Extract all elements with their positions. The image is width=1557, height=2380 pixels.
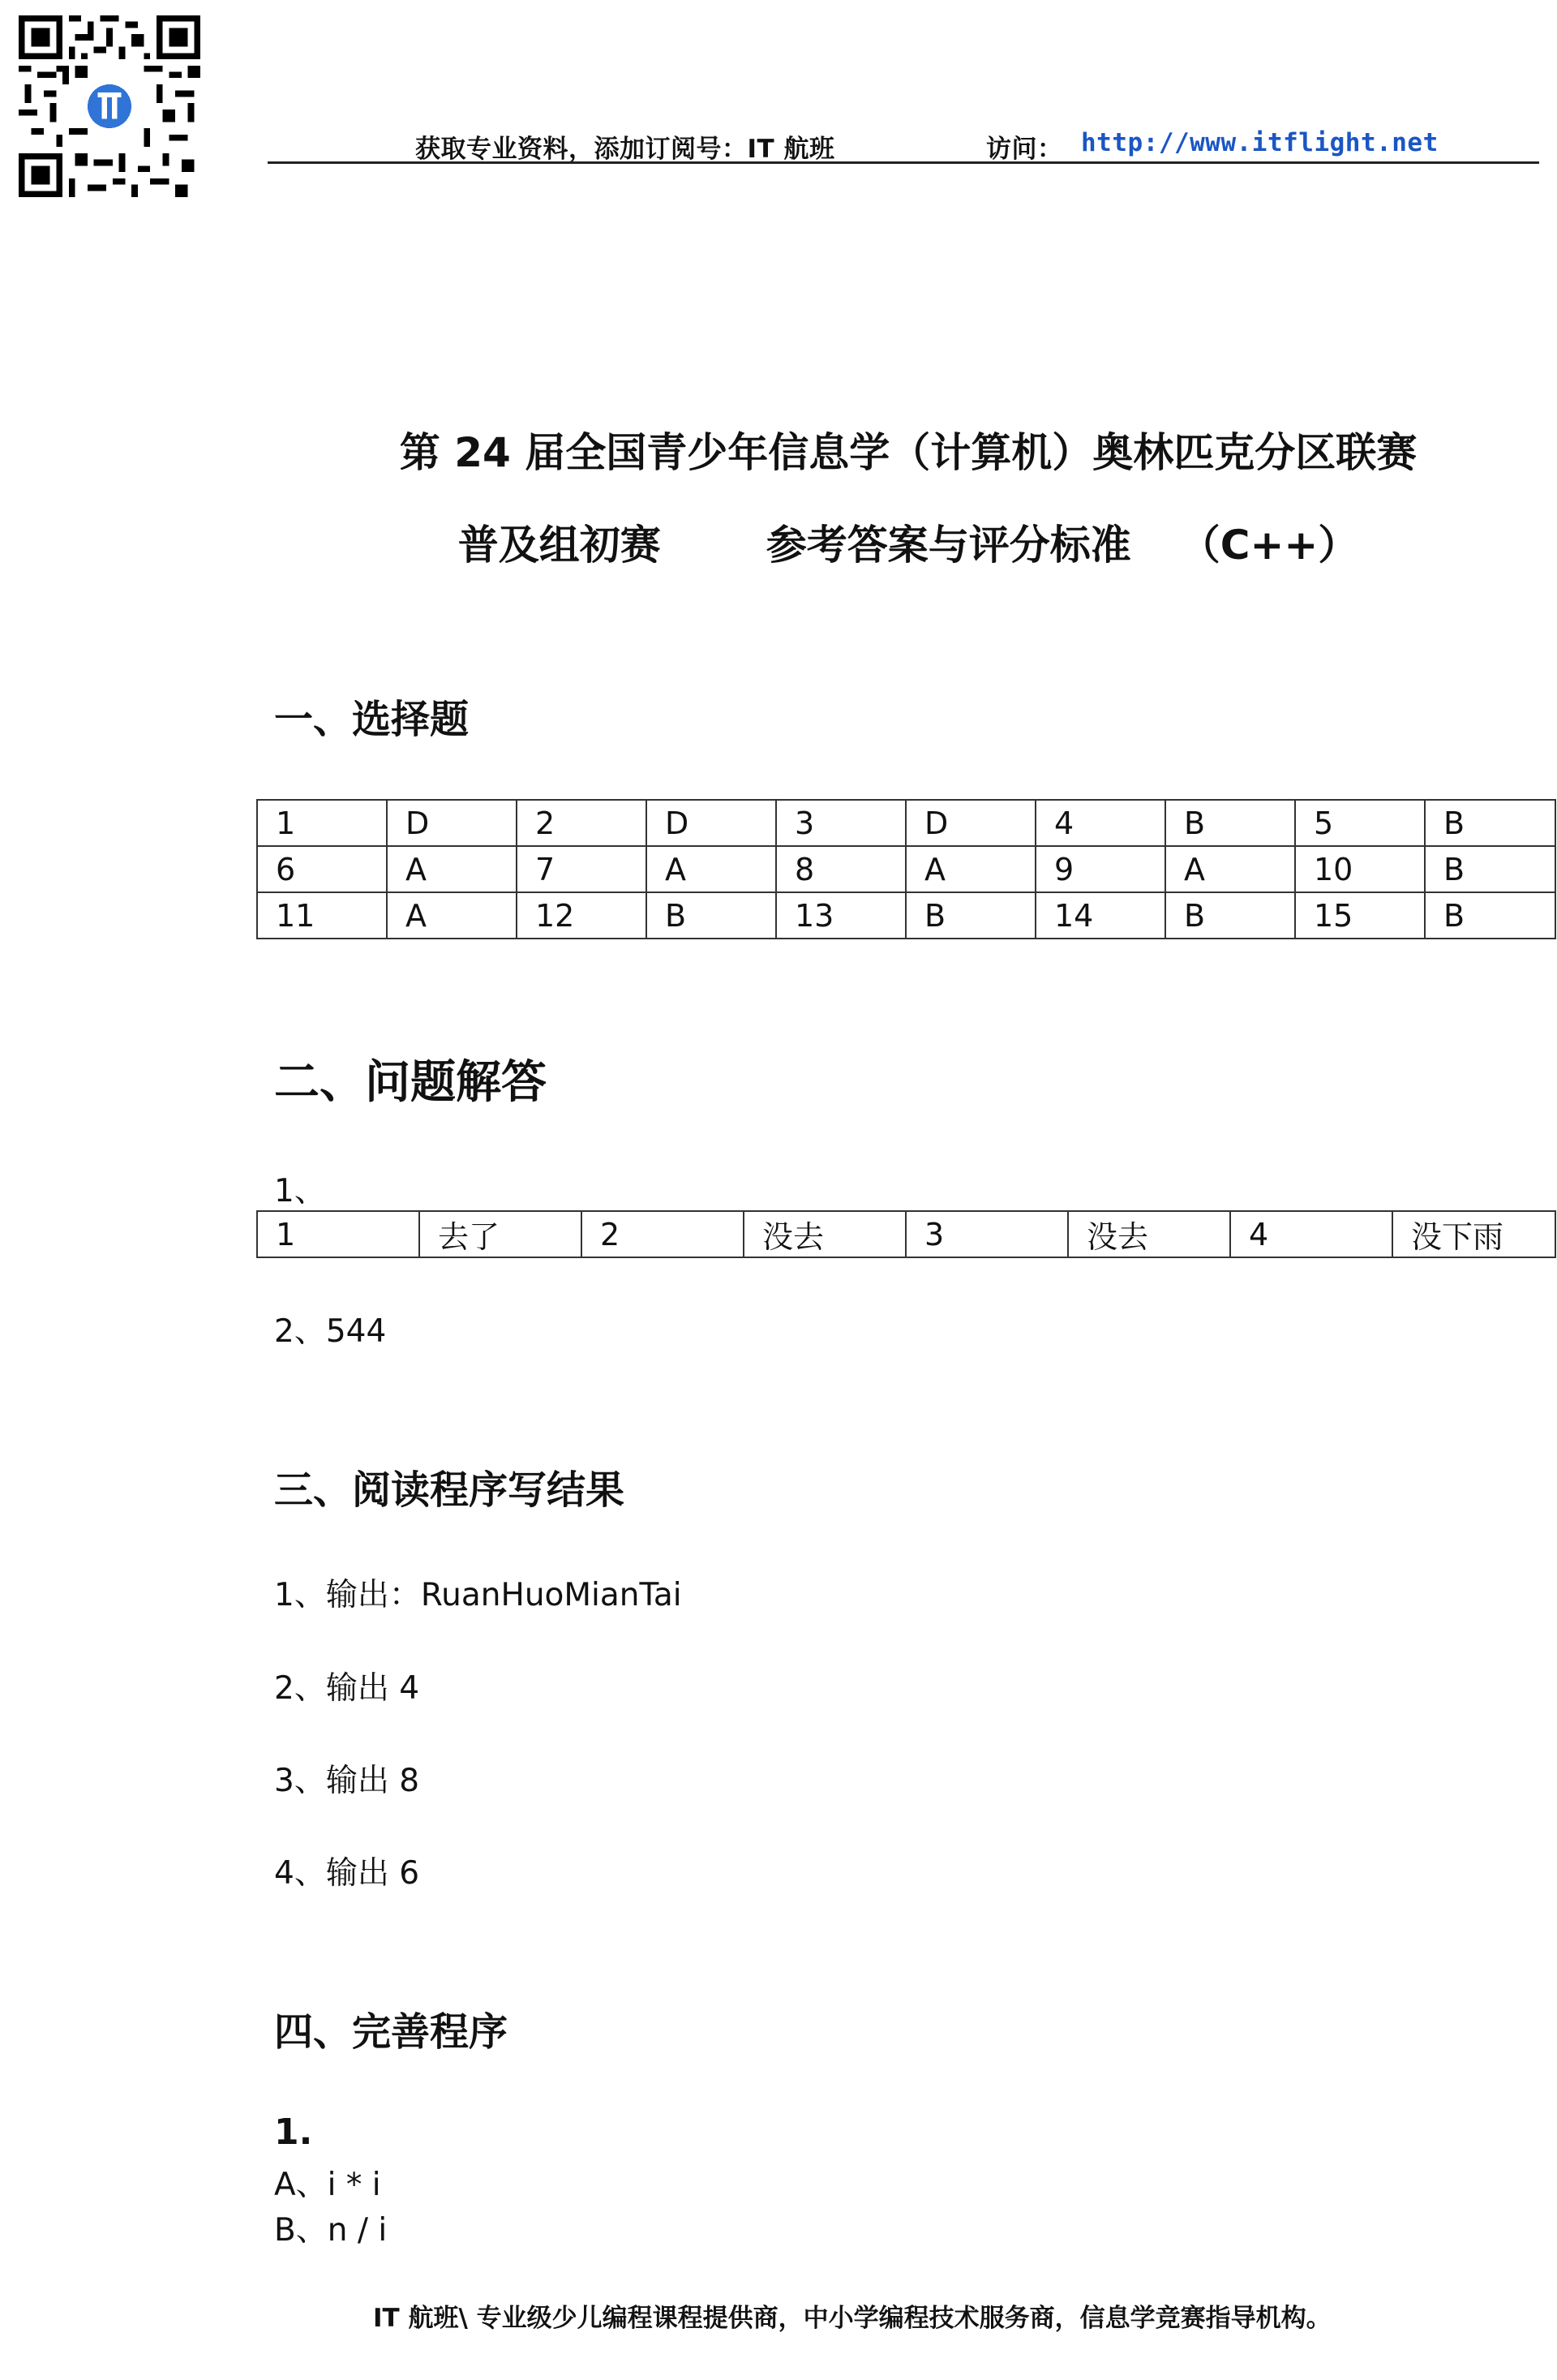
header-url-link[interactable]: http://www.itflight.net bbox=[1081, 128, 1439, 157]
qr-code-image bbox=[15, 15, 204, 197]
table-row bbox=[257, 892, 1555, 939]
problem-1-answer-table bbox=[256, 1210, 1556, 1258]
item-number: 1 bbox=[257, 1211, 419, 1257]
complete-program-answer-b: B、n / i bbox=[274, 2212, 388, 2249]
table-row bbox=[257, 800, 1555, 846]
question-number: 1 bbox=[257, 800, 387, 846]
answer-cell: B bbox=[646, 892, 776, 939]
question-number: 14 bbox=[1036, 892, 1165, 939]
subtitle-language: （C++） bbox=[1179, 522, 1359, 569]
choice-answer-table bbox=[256, 799, 1556, 939]
answer-cell: B bbox=[1425, 892, 1555, 939]
page-title: 第 24 届全国青少年信息学（计算机）奥林匹克分区联赛 bbox=[399, 429, 1418, 476]
read-program-answer-4: 4、输出 6 bbox=[274, 1855, 420, 1892]
answer-cell: 没去 bbox=[1068, 1211, 1230, 1257]
answer-cell: 去了 bbox=[419, 1211, 581, 1257]
subtitle-group: 普及组初赛 bbox=[457, 522, 661, 569]
section-heading-complete-program: 四、完善程序 bbox=[274, 2009, 508, 2055]
item-number: 2 bbox=[581, 1211, 744, 1257]
read-program-answer-2: 2、输出 4 bbox=[274, 1670, 420, 1707]
question-number: 9 bbox=[1036, 846, 1165, 892]
complete-program-q1-label: 1. bbox=[274, 2111, 313, 2153]
read-program-answer-1: 1、输出：RuanHuoMianTai bbox=[274, 1577, 682, 1613]
page-footer: IT 航班\ 专业级少儿编程课程提供商，中小学编程技术服务商，信息学竞赛指导机构。 bbox=[373, 2304, 1332, 2333]
question-number: 8 bbox=[776, 846, 906, 892]
answer-cell: 没去 bbox=[744, 1211, 906, 1257]
question-number: 11 bbox=[257, 892, 387, 939]
question-number: 6 bbox=[257, 846, 387, 892]
item-number: 4 bbox=[1230, 1211, 1392, 1257]
read-program-answer-3: 3、输出 8 bbox=[274, 1763, 420, 1799]
page-subtitle bbox=[276, 513, 1541, 571]
question-number: 5 bbox=[1295, 800, 1425, 846]
answer-cell: A bbox=[646, 846, 776, 892]
question-number: 4 bbox=[1036, 800, 1165, 846]
subtitle-doc-type: 参考答案与评分标准 bbox=[766, 522, 1131, 569]
question-number: 12 bbox=[517, 892, 646, 939]
answer-cell: D bbox=[906, 800, 1036, 846]
problem-2-answer: 2、544 bbox=[274, 1313, 387, 1350]
question-number: 10 bbox=[1295, 846, 1425, 892]
table-row bbox=[257, 1211, 1555, 1257]
answer-cell: D bbox=[387, 800, 517, 846]
header-divider bbox=[268, 161, 1539, 164]
header-subscribe-text: 获取专业资料，添加订阅号：IT 航班 bbox=[415, 135, 835, 164]
question-number: 15 bbox=[1295, 892, 1425, 939]
answer-cell: A bbox=[387, 892, 517, 939]
qr-code-icon bbox=[15, 15, 204, 197]
answer-cell: B bbox=[906, 892, 1036, 939]
answer-cell: A bbox=[387, 846, 517, 892]
answer-cell: A bbox=[1165, 846, 1295, 892]
answer-cell: A bbox=[906, 846, 1036, 892]
answer-cell: B bbox=[1425, 846, 1555, 892]
answer-cell: 没下雨 bbox=[1392, 1211, 1555, 1257]
header-visit-label: 访问： bbox=[986, 135, 1063, 164]
section-heading-problem-solving: 二、问题解答 bbox=[274, 1056, 547, 1109]
table-row bbox=[257, 846, 1555, 892]
answer-cell: B bbox=[1165, 800, 1295, 846]
item-number: 3 bbox=[906, 1211, 1068, 1257]
question-number: 13 bbox=[776, 892, 906, 939]
question-number: 2 bbox=[517, 800, 646, 846]
question-number: 3 bbox=[776, 800, 906, 846]
section-heading-read-program: 三、阅读程序写结果 bbox=[274, 1467, 625, 1513]
problem-1-label: 1、 bbox=[274, 1173, 326, 1209]
answer-cell: B bbox=[1425, 800, 1555, 846]
answer-cell: B bbox=[1165, 892, 1295, 939]
section-heading-choice: 一、选择题 bbox=[274, 697, 470, 742]
question-number: 7 bbox=[517, 846, 646, 892]
answer-cell: D bbox=[646, 800, 776, 846]
complete-program-answer-a: A、i * i bbox=[274, 2167, 381, 2203]
